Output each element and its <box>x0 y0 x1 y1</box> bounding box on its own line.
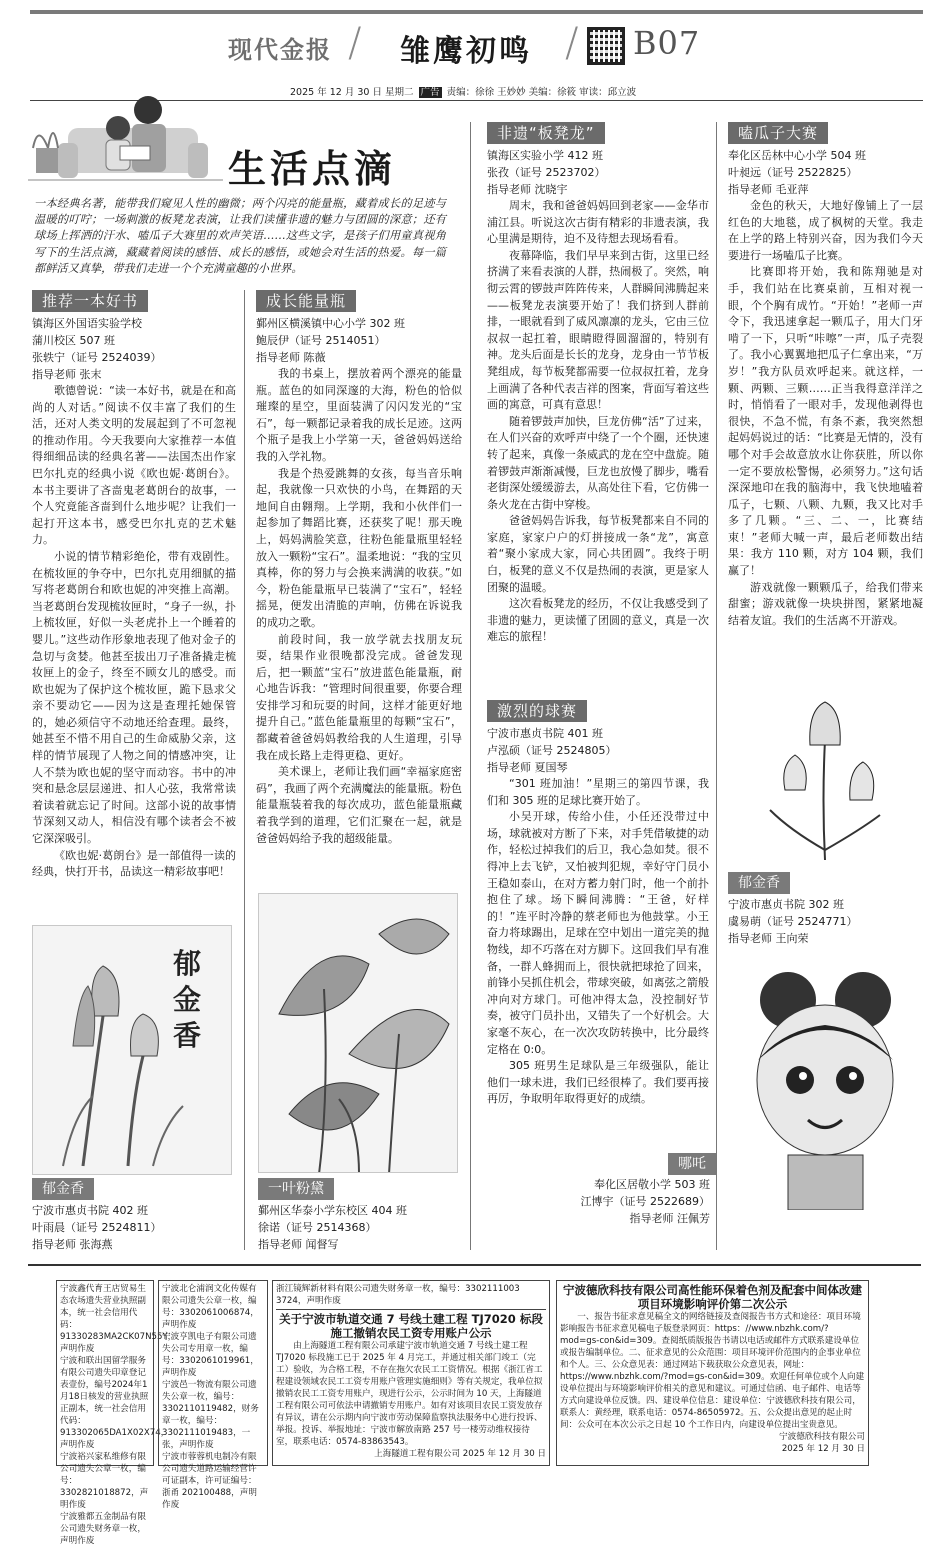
ad-notice: 宁波北仑浦润文化传媒有限公司遗失公章一枚，编号：3302061006874，声明作废 <box>162 1284 259 1330</box>
column-divider <box>470 122 471 1250</box>
teacher: 指导老师 毛亚萍 <box>728 183 809 196</box>
author: 张孜（证号 2523702） <box>487 166 606 179</box>
author: 卢泓硕（证号 2524805） <box>487 744 617 757</box>
ad-notice-environment <box>556 1280 869 1466</box>
campus: 蒲川校区 507 班 <box>32 334 115 347</box>
notice-body: 由上海隧道工程有限公司承建宁波市轨道交通 7 号线土建工程 TJ7020 标段施工已于 2025 年 4 月完工，并通过相关部门竣工（完工）验收，为合格工程，不存在拖欠农民工工资情况。根据《浙江省工程建设领域农民工工资专用账户管理实施细则》等有关规定，我单位拟撤销农民工工资专用账户，现进行公示，公示时间为 10 天，上海隧道工程有限公司可依法申请撤销专用账户。如有对该项目农民工资发放存有异议，请在公示期内向宁波市劳动保障监察执法服务中心进行投诉、举报。投诉、举报地址：宁波市解放南路 257 号一楼劳动维权接待室，联系电话：0574-83863543。 <box>276 1341 543 1447</box>
tulip-sketch-2 <box>730 690 920 860</box>
paragraph: 金色的秋天，大地好像铺上了一层红色的大地毯，成了枫树的天堂。我走在上学的路上特别兴奋，因为我们今天要进行一场嗑瓜子比赛。 <box>728 199 923 262</box>
editor-credits: 责编：徐徐 王妙妙 美编：徐筱 审读：邱立波 <box>446 87 637 98</box>
issue-date: 2025 年 12 月 30 日 星期二 <box>290 87 414 98</box>
ad-notice: 宁波雅都五金制品有限公司遗失财务章一枚，声明作废 <box>60 1512 146 1546</box>
teacher: 指导老师 汪佩芳 <box>629 1212 710 1225</box>
caption-energy <box>258 1178 464 1253</box>
author: 鲍辰伊（证号 2514051） <box>256 334 386 347</box>
top-rule <box>30 10 923 14</box>
byline <box>32 315 236 383</box>
paragraph: 小吴开球，传给小佳，小任还没带过中场，球就被对方断了下来，对手凭借敏捷的动作，轻松过掉我们的后卫，我心急如焚。很不得冲上去飞铲，又怕被判犯规，幸好守门员小王稳如泰山，在对方蓄力射门时，他一个前扑抱住了球。场下瞬间沸腾：“王爸，好样的！”连平时冷静的蔡老师也为他鼓掌。小王奋力将球踢出，足球在空中划出一道完美的抛物线，却不巧落在对方脚下。这回我们早有准备，一群人蜂拥而上，很快就把球抢了回来，前锋小吴抓住机会，带球突破，如离弦之箭般冲向对方球门。可他冲得太急，没控制好节奏，被守门员扑出，又错失了一个好机会。大家毫不灰心，在一次次攻防转换中，比分最终定格在 0:0。 <box>487 810 709 1056</box>
notice-body: 一、报告书征求意见稿全文的网络链接及查阅报告书方式和途径：项目环境影响报告书征求意见稿电子版登录网页：https：//www.nbzhk.com/?mod=gs-con&id=309。查阅纸质版报告书请以电话或邮件方式联系建设单位或报告编制单位。二、征求意见的公众范围：项目环境评价范围内的企事业单位和个人。三、公众意见表：通过网站下载获取公众意见表，网址：https://www.nbzhk.com/?mod=gs-con&id=309。欢迎任何单位或个人向建设单位提出与环境影响评价相关的意见和建议。可通过信函、电子邮件、电话等方式向建设单位反馈。四、建设单位信息：建设单位：宁波德欣科技有限公司，联系人：黄经理，联系电话：0574-86505972。五、公众提出意见的起止时间：公众可在本次公示之日起 10 个工作日内，向建设单位提出宝贵意见。 <box>560 1312 865 1430</box>
school: 镇海区外国语实验学校 <box>32 317 142 330</box>
article-heading: 成长能量瓶 <box>256 290 356 312</box>
paragraph: 周末，我和爸爸妈妈回到老家——金华市浦江县。听说这次古街有精彩的非遗表演，我心里满是期待，迫不及待想去现场看看。 <box>487 199 709 246</box>
painting-title: 郁金香 <box>728 872 790 894</box>
nezha-portrait <box>728 960 923 1210</box>
paragraph: 305 班男生足球队是三年级强队，能让他们一球未进，我们已经很棒了。我们要再接再厉，争取明年取得更好的成绩。 <box>487 1059 709 1106</box>
paragraph: 我的书桌上，摆放着两个漂亮的能量瓶。蓝色的如同深邃的大海，粉色的恰似璀璨的星空，里面装满了闪闪发光的“宝石”，每一颗都记录着我的成长足迹。这两个瓶子是我上小学第一天，爸爸妈妈送给我的入学礼物。 <box>256 367 462 463</box>
ad-notice: 宁波市蓉蓉机电制冷有限公司遗失道路运输经营许可证副本，许可证编号：浙甬 202100488，声明作废 <box>162 1452 257 1510</box>
column-divider <box>716 122 717 1250</box>
notice-title: 关于宁波市轨道交通 7 号线土建工程 TJ7020 标段施工撤销农民工资专用账户公示 <box>276 1309 546 1340</box>
article-book <box>32 290 236 881</box>
qr-code-icon[interactable] <box>587 27 625 65</box>
school: 鄞州区华泰小学东校区 404 班 <box>258 1204 407 1217</box>
school: 鄞州区横溪镇中心小学 302 班 <box>256 317 405 330</box>
caption-nezha-byline <box>560 1176 710 1227</box>
masthead-divider: / <box>348 20 362 66</box>
paragraph: 夜幕降临，我们早早来到古街，这里已经挤满了来看表演的人群，热闹极了。突然，响彻云霄的锣鼓声阵阵传来，人群瞬间沸腾起来——板凳龙表演要开始了！我们挤到人群前排，一眼就看到了威风凛凛的龙头，它由三位叔叔一起扛着，眼睛瞪得圆溜溜的，特别有神。龙头后面是长长的龙身，龙身由一节节板凳组成，每节板凳都需要一位叔叔扛着，龙身上画满了各种代表吉祥的图案，背面写着这些画的寓意，可真有意思！ <box>487 248 709 412</box>
author: 虞易萌（证号 2524771） <box>728 915 858 928</box>
article-body <box>487 776 709 1108</box>
notice-date: 2025 年 12 月 30 日 <box>781 1444 865 1454</box>
paragraph: 比赛即将开始，我和陈翔驰是对手，我们站在比赛桌前，互相对视一眼，个个胸有成竹。“开始！”老师一声令下，我迅速拿起一颗瓜子，用大门牙啃了一下，只听“咔嚓”一声，瓜子壳裂了。我小心翼翼地把瓜子仁拿出来，“万岁！”我方队员欢呼起来。就这样，一颗、两颗、三颗……正当我得意洋洋之时，悄悄看了一眼对手，发现他剥得也很快，不急不慌，有条不紊，我突然想起妈妈说过的话：“比赛是无情的，没有哪个对手会故意放水让你获胜，所以你一定不要放松警惕，必须努力。”这句话深深地印在我的脑海中，我飞快地嗑着瓜子，七颗、八颗、九颗，我又比对手多了几颗。“三、二、一，比赛结束！”老师大喊一声，最后老师数出结果：我方 110 颗，对方 104 颗，我们赢了！ <box>728 265 923 578</box>
article-dragon <box>487 122 709 646</box>
school: 镇海区实验小学 412 班 <box>487 149 603 162</box>
ad-notice: 宁波亨凯电子有限公司遗失公司专用章一枚，编号：3302061019961，声明作废 <box>162 1332 259 1378</box>
caption-book <box>32 1178 236 1253</box>
ad-column-2 <box>158 1280 268 1510</box>
teacher: 指导老师 闻督写 <box>258 1238 339 1251</box>
article-ball <box>487 700 709 1108</box>
masthead-divider: / <box>565 20 579 66</box>
section-title: 雏鹰初鸣 <box>400 34 532 69</box>
article-melon <box>728 122 923 629</box>
paragraph: 随着锣鼓声加快，巨龙仿佛“活”了过来，在人们兴奋的欢呼声中绕了一个个圈，还快速转了起来，真像一条威武的龙在空中盘旋。随着锣鼓声渐渐减慢，巨龙也放慢了脚步，嘴看老街深处缓缓游去，从高处往下看，它仿佛一条火龙在古街中穿梭。 <box>487 414 709 511</box>
author: 叶昶远（证号 2522825） <box>728 166 858 179</box>
calligraphy-text: 郁金香 <box>173 947 202 1052</box>
notice-signature: 宁波德欣科技有限公司 <box>779 1432 865 1442</box>
ad-notice: 宁波裕兴家私维修有限公司遗失公章一枚，编号：3302821018872，声明作废 <box>60 1452 149 1510</box>
reading-family-illustration <box>28 88 223 188</box>
painting-title: 哪吒 <box>668 1153 716 1175</box>
author: 江博宇（证号 2522689） <box>580 1195 710 1208</box>
dateline <box>290 84 636 98</box>
article-energy <box>256 290 462 847</box>
article-body <box>32 383 236 881</box>
leaf-painting <box>258 893 458 1173</box>
newspaper-name: 现代金报 <box>228 35 332 64</box>
article-heading: 非遗“板凳龙” <box>487 122 605 144</box>
author: 徐诺（证号 2514368） <box>258 1221 377 1234</box>
teacher: 指导老师 张海燕 <box>32 1238 113 1251</box>
school: 奉化区居敬小学 503 班 <box>594 1178 710 1191</box>
paragraph: 我是个热爱跳舞的女孩，每当音乐响起，我就像一只欢快的小鸟，在舞蹈的天地间自由翱翔。上学期，我和小伙伴们一起参加了舞蹈比赛，还获奖了呢！那天晚上，妈妈满脸笑意，往粉色能量瓶里轻轻放入一颗粉“宝石”。温柔地说：“我的宝贝真棒，你的努力与会换来满满的收获。”如今，粉色能量瓶早已装满了“宝石”，轻轻摇晃，便发出清脆的声响，仿佛在诉说我的成功之歌。 <box>256 466 462 629</box>
ad-notice: 宁波和联出国留学服务有限公司遗失印章登记表壹份，编号2024年1月18日核发的营业执照正副本，统一社会信用代码：913302065DA1X02X74，声明作废 <box>60 1356 170 1450</box>
caption-nezha <box>612 1153 716 1175</box>
school: 奉化区岳林中心小学 504 班 <box>728 149 866 162</box>
ad-notice: 浙江镜辉新材料有限公司遗失财务章一枚，编号：3302111003 3724，声明作废 <box>276 1284 520 1306</box>
article-body <box>728 198 923 629</box>
article-heading: 嗑瓜子大赛 <box>728 122 828 144</box>
ad-tag: 广告 <box>420 87 440 98</box>
school: 宁波市惠贞书院 302 班 <box>728 898 844 911</box>
ad-column-1 <box>56 1280 177 1546</box>
teacher: 指导老师 张末 <box>32 368 102 381</box>
teacher: 指导老师 陈薇 <box>256 351 326 364</box>
notice-title: 宁波德欣科技有限公司高性能环保着色剂及配套中间体改建项目环境影响评价第二次公示 <box>563 1283 862 1311</box>
tulip-painting-1 <box>32 925 232 1175</box>
classified-ads <box>28 1264 921 1546</box>
ad-notice: 宁波鑫代育王店贸易生态农场遗失营业执照副本，统一社会信用代码：91330283MA2CK07N55Y，声明作废 <box>60 1284 177 1354</box>
article-body <box>256 366 462 847</box>
caption-melon <box>728 872 923 947</box>
paragraph: “301 班加油！”星期三的第四节课，我们和 305 班的足球比赛开始了。 <box>487 777 709 807</box>
column-divider <box>244 290 245 1250</box>
article-heading: 激烈的球赛 <box>487 700 587 722</box>
ad-notice-subway <box>272 1280 550 1466</box>
painting-title: 一叶粉黛 <box>258 1178 334 1200</box>
teacher: 指导老师 夏国琴 <box>487 761 568 774</box>
column-intro: 一本经典名著，能带我们窥见人性的幽微；两个闪亮的能量瓶，藏着成长的足迹与温暖的叮咛；一场刺激的板凳龙表演，让我们读懂非遗的魅力与团圆的深意；还有球场上挥洒的汗水、嗑瓜子大赛里的欢声笑语……这些文字，是孩子们用童真视角写下的生活点滴，藏藏着阅读的感悟、成长的感悟，或她会对生活的热爱。每一篇都鲜活又真挚，带我们走进一个个充满童趣的小世界。 <box>34 197 446 275</box>
article-body <box>487 198 709 646</box>
column-title: 生活点滴 <box>228 146 397 191</box>
teacher: 指导老师 沈晓宇 <box>487 183 568 196</box>
paragraph: 美术课上，老师让我们画“幸福家庭密码”，我画了两个充满魔法的能量瓶。粉色能量瓶装着我的每次成功，蓝色能量瓶藏着我学到的道理，它们汇聚在一起，就是爸爸妈妈给予我的超级能量。 <box>256 765 462 845</box>
teacher: 指导老师 王向荣 <box>728 932 809 945</box>
school: 宁波市惠贞书院 401 班 <box>487 727 603 740</box>
paragraph: 《欧也妮·葛朗台》是一部值得一读的经典，快打开书，品读这一精彩故事吧！ <box>32 848 236 879</box>
article-heading: 推荐一本好书 <box>32 290 148 312</box>
author: 叶雨晨（证号 2524811） <box>32 1221 162 1234</box>
paragraph: 歌德曾说：“读一本好书，就是在和高尚的人对话。”阅读不仅丰富了我们的生活，还对人类文明的发展起到了不可忽视的推动作用。今天我要向大家推荐一本值得细细品读的经典名著——法国杰出作家巴尔扎克的经典小说《欧也妮·葛朗台》。本书主要讲了吝啬鬼老葛朗台的故事，一个人究竟能吝啬到什么地步呢？让我们一起打开这本书，感受巴尔扎克的艺术魅力。 <box>32 384 236 547</box>
page-number: B07 <box>633 24 701 62</box>
school: 宁波市惠贞书院 402 班 <box>32 1204 148 1217</box>
author: 张轶宁（证号 2524039） <box>32 351 162 364</box>
ad-notice: 宁波邑一物流有限公司遗失公章一枚，编号：3302110119482，财务章一枚，编号：3302111019483，一张，声明作废 <box>162 1380 259 1450</box>
paragraph: 游戏就像一颗颗瓜子，给我们带来甜蜜；游戏就像一块块拼图，紧紧地凝结着友谊。我们的生活离不开游戏。 <box>728 580 923 627</box>
paragraph: 前段时间，我一放学就去找朋友玩耍，结果作业很晚都没完成。爸爸发现后，把一颗蓝“宝石”放进蓝色能量瓶，耐心地告诉我：“管理时间很重要，你要合理安排学习和玩耍的时间，这样才能更好地提升自己。”蓝色能量瓶里的每颗“宝石”，都藏着爸爸妈妈教给我的人生道理，引导我在成长路上走得更稳、更好。 <box>256 632 462 762</box>
paragraph: 小说的情节精彩绝伦，带有戏剧性。在梳妆匣的争夺中，巴尔扎克用细腻的描写将老葛朗台和欧也妮的冲突推上高潮。当老葛朗台发现梳妆匣时，“身子一纵，扑上梳妆匣，好似一头老虎扑上一个睡着的婴儿。”这些动作形象地表现了他对金子的急切与贪婪。他甚至拔出刀子准备撬走梳妆匣上的金子，终至不顾女儿的感受。而欧也妮为了保护这个梳妆匣，跪下恳求父亲不要动它——因为这是查理托她保管的，她必须信守不动地还给查理。最终，她甚至不惜不用自己的生命威胁父亲，这样的情节展现了人物之间的情感冲突，让人不禁为欧也妮的坚守而动容。书中的冲突和悬念层层递进、扣人心弦，我常常读着读着就忘记了时间。这部小说的故事情节深刻又动人，相信没有哪个读者会不被它深深吸引。 <box>32 549 236 846</box>
paragraph: 爸爸妈妈告诉我，每节板凳都来自不同的家庭，家家户户的灯拼接成一条“龙”，寓意着“聚小家成大家，同心共团圆”。我终于明白，板凳的意义不仅是热闹的表演，更是家人团聚的温暖。 <box>487 514 709 594</box>
paragraph: 这次看板凳龙的经历，不仅让我感受到了非遗的魅力，更读懂了团圆的意义，真是一次难忘的旅程！ <box>487 597 709 644</box>
painting-title: 郁金香 <box>32 1178 94 1200</box>
notice-signature: 上海隧道工程有限公司 2025 年 12 月 30 日 <box>374 1449 546 1459</box>
